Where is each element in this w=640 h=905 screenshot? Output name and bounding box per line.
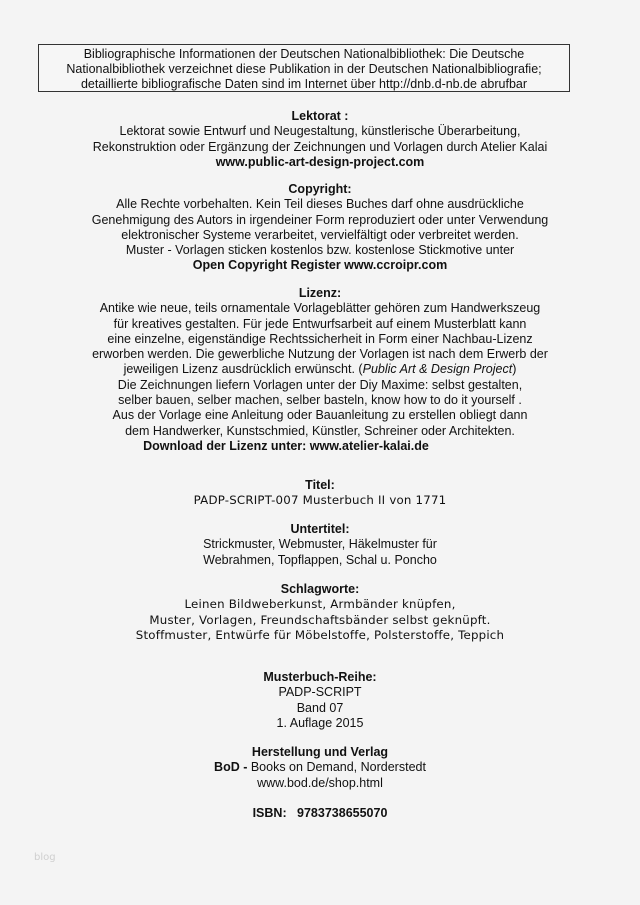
lizenz-download: Download der Lizenz unter: www.atelier-kalai.de (143, 438, 429, 453)
copyright-heading: Copyright: (288, 182, 352, 196)
titel-heading: Titel: (305, 478, 335, 492)
reihe-heading: Musterbuch-Reihe: (263, 670, 377, 684)
bib-line-1: Bibliographische Informationen der Deutschen Nationalbibliothek: Die Deutsche (83, 47, 525, 61)
schlagworte-heading: Schlagworte: (280, 582, 360, 596)
copyright-line-1: Alle Rechte vorbehalten. Kein Teil dieses Buches darf ohne ausdrückliche (116, 197, 524, 212)
copyright-line-4: Muster - Vorlagen sticken kostenlos bzw. kostenlose Stickmotive unter (125, 243, 515, 258)
lizenz-line-1: Antike wie neue, teils ornamentale Vorlageblätter gehören zum Handwerkszeug (99, 301, 541, 316)
schlagworte-line-3: Stoffmuster, Entwürfe für Möbelstoffe, Polsterstoffe, Teppich (135, 627, 505, 642)
titel-value: PADP-SCRIPT-007 Musterbuch II von 1771 (193, 493, 447, 508)
lektorat-section (0, 109, 640, 170)
reihe-section (0, 670, 640, 731)
schlagworte-section (0, 582, 640, 643)
schlagworte-line-2: Muster, Vorlagen, Freundschaftsbänder selbst geknüpft. (149, 612, 491, 627)
isbn-section (0, 806, 640, 821)
reihe-name: PADP-SCRIPT (278, 685, 362, 700)
verlag-bod: BoD - (214, 760, 248, 775)
lektorat-line-1: Lektorat sowie Entwurf und Neugestaltung, künstlerische Überarbeitung, (119, 124, 521, 139)
lektorat-url: www.public-art-design-project.com (215, 154, 425, 169)
lizenz-line-6: Die Zeichnungen liefern Vorlagen unter der Diy Maxime: selbst gestalten, (117, 377, 523, 392)
untertitel-heading: Untertitel: (290, 522, 350, 536)
copyright-section (0, 182, 640, 274)
untertitel-line-1: Strickmuster, Webmuster, Häkelmuster für (203, 537, 437, 552)
copyright-line-3: elektronischer Systeme verarbeitet, vervielfältigt oder verbreitet werden. (121, 227, 519, 242)
verlag-url: www.bod.de/shop.html (257, 775, 383, 790)
verlag-bod-rest: Books on Demand, Norderstedt (247, 760, 426, 775)
lizenz-line-2: für kreatives gestalten. Für jede Entwurfsarbeit auf einem Musterblatt kann (113, 316, 527, 331)
verlag-section (0, 745, 640, 791)
lizenz-line-5 (0, 362, 640, 377)
isbn-label: ISBN: (252, 806, 287, 820)
lizenz-line-8: Aus der Vorlage eine Anleitung oder Bauanleitung zu erstellen obliegt dann (112, 408, 528, 423)
schlagworte-line-1: Leinen Bildweberkunst, Armbänder knüpfen, (184, 597, 456, 612)
isbn-line (0, 806, 640, 821)
lizenz-line-7: selber bauen, selber machen, selber basteln, know how to do it yourself . (118, 393, 522, 408)
lizenz-section (0, 286, 640, 454)
watermark-text: blog (34, 852, 56, 863)
isbn-value: 9783738655070 (297, 806, 388, 820)
lizenz-line-3: eine einzelne, eigenständige Rechtssicherheit in Form einer Nachbau-Lizenz (107, 331, 533, 346)
lizenz-line-5a: jeweiligen Lizenz ausdrücklich erwünscht. ( (123, 362, 363, 377)
verlag-bod-line (0, 760, 640, 775)
copyright-register: Open Copyright Register www.ccroipr.com (192, 258, 448, 273)
untertitel-line-2: Webrahmen, Topflappen, Schal u. Poncho (203, 552, 437, 567)
untertitel-section (0, 522, 640, 568)
lizenz-line-5c: ) (512, 362, 517, 377)
lektorat-heading: Lektorat : (291, 109, 349, 123)
verlag-heading: Herstellung und Verlag (251, 745, 389, 759)
lektorat-line-2: Rekonstruktion oder Ergänzung der Zeichnungen und Vorlagen durch Atelier Kalai (92, 139, 548, 154)
reihe-auflage: 1. Auflage 2015 (276, 715, 364, 730)
bib-line-3: detaillierte bibliografische Daten sind im Internet über http://dnb.d-nb.de abrufbar (80, 77, 528, 91)
titel-section (0, 478, 640, 509)
lizenz-heading: Lizenz: (298, 286, 342, 300)
lizenz-line-9: dem Handwerker, Kunstschmied, Künstler, Schreiner oder Architekten. (125, 423, 515, 438)
lizenz-line-4: erworben werden. Die gewerbliche Nutzung der Vorlagen ist nach dem Erwerb der (92, 347, 548, 362)
bibliographic-info-box (38, 44, 570, 92)
reihe-band: Band 07 (296, 700, 344, 715)
copyright-line-2: Genehmigung des Autors in irgendeiner Form reproduziert oder unter Verwendung (91, 212, 549, 227)
lizenz-project-name: Public Art & Design Project (362, 362, 513, 377)
bib-line-2: Nationalbibliothek verzeichnet diese Publikation in der Deutschen Nationalbibliografie; (66, 62, 542, 76)
